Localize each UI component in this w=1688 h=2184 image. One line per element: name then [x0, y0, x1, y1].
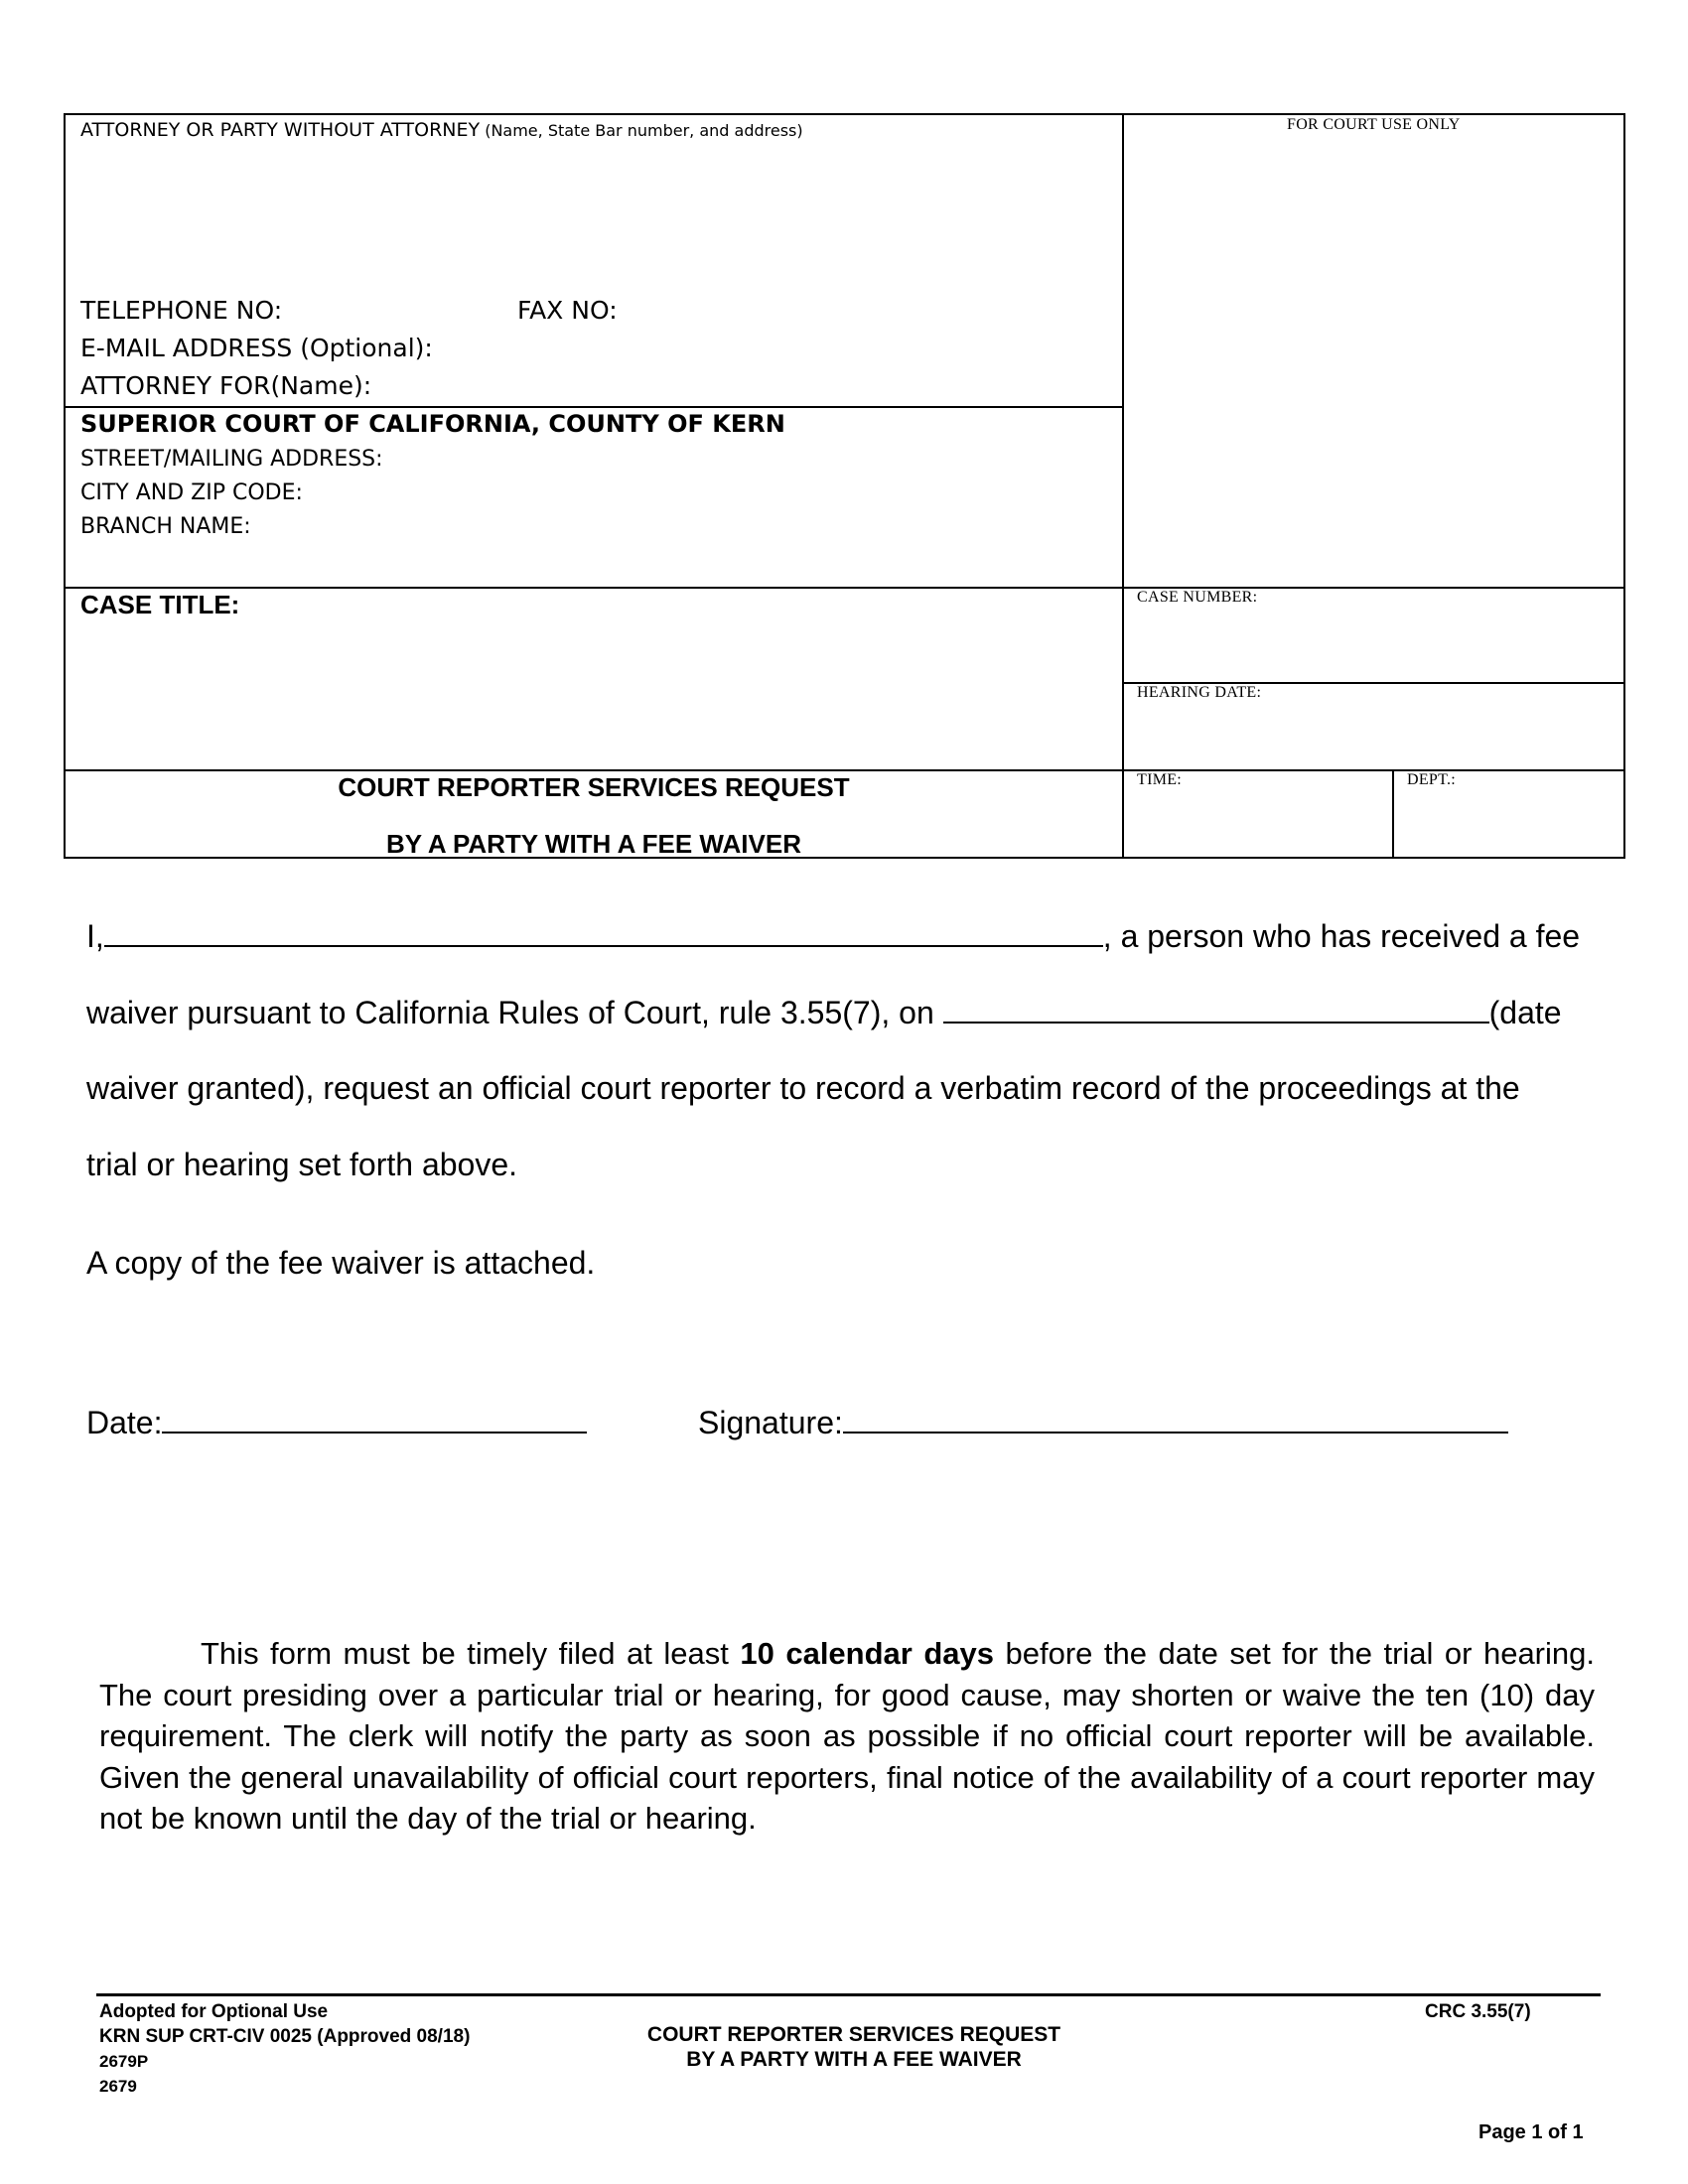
caption-left-border — [64, 113, 66, 859]
notice-part1: This form must be timely filed at least — [201, 1636, 741, 1671]
date-row — [86, 1404, 587, 1441]
line1-prefix: I, — [86, 918, 104, 954]
statement-line-2 — [86, 994, 1562, 1031]
time-label: TIME: — [1137, 771, 1183, 788]
notice-bold: 10 calendar days — [740, 1636, 995, 1671]
city-label: CITY AND ZIP CODE: — [80, 480, 303, 505]
attorney-court-divider — [64, 406, 1124, 408]
attorney-for-label: ATTORNEY FOR(Name): — [80, 371, 372, 400]
dept-label: DEPT.: — [1407, 771, 1457, 788]
branch-label: BRANCH NAME: — [80, 514, 251, 539]
form-title-line2: BY A PARTY WITH A FEE WAIVER — [386, 829, 801, 859]
line2-suffix: (date — [1488, 995, 1562, 1030]
court-case-divider — [64, 587, 1625, 589]
hearing-date-label: HEARING DATE: — [1137, 684, 1262, 701]
case-title-label: CASE TITLE: — [80, 590, 240, 619]
signature-row — [698, 1404, 1508, 1441]
time-dept-divider — [1392, 769, 1394, 859]
footer-code2: 2679 — [99, 2077, 137, 2096]
line2-prefix: waiver pursuant to California Rules of Court, rule 3.55(7), on — [86, 995, 934, 1030]
signature-field[interactable] — [843, 1404, 1508, 1433]
form-title-line1: COURT REPORTER SERVICES REQUEST — [338, 772, 850, 802]
footer-adopted: Adopted for Optional Use — [99, 2001, 329, 2022]
footer-title-line1: COURT REPORTER SERVICES REQUEST — [646, 2023, 1061, 2046]
footer-form-number: KRN SUP CRT-CIV 0025 (Approved 08/18) — [99, 2026, 471, 2047]
caption-center-divider — [1122, 113, 1124, 859]
attorney-label-row — [80, 119, 803, 141]
statement-line-4: trial or hearing set forth above. — [86, 1147, 518, 1182]
caption-top-border — [64, 113, 1625, 115]
statement-line-3: waiver granted), request an official court reporter to record a verbatim record of the proceedings at the — [86, 1070, 1520, 1106]
court-name: SUPERIOR COURT OF CALIFORNIA, COUNTY OF KERN — [80, 410, 785, 438]
case-number-label: CASE NUMBER: — [1137, 589, 1258, 606]
date-label: Date: — [86, 1405, 163, 1440]
fax-label: FAX NO: — [517, 296, 618, 325]
court-use-label: FOR COURT USE ONLY — [1287, 116, 1461, 133]
footer-code1: 2679P — [99, 2052, 149, 2071]
page-number: Page 1 of 1 — [1478, 2121, 1584, 2143]
filing-notice — [99, 1633, 1595, 1840]
statement-line-1 — [86, 917, 1580, 955]
waiver-date-field[interactable] — [943, 994, 1489, 1024]
attorney-sublabel: (Name, State Bar number, and address) — [485, 121, 803, 140]
attorney-label: ATTORNEY OR PARTY WITHOUT ATTORNEY — [80, 119, 481, 141]
footer-rule — [96, 1993, 1601, 1996]
date-field[interactable] — [162, 1404, 587, 1433]
signature-label: Signature: — [698, 1405, 843, 1440]
email-label: E-MAIL ADDRESS (Optional): — [80, 334, 433, 362]
line1-suffix: , a person who has received a fee — [1102, 918, 1581, 954]
telephone-label: TELEPHONE NO: — [80, 296, 283, 325]
caption-right-border — [1623, 113, 1625, 859]
street-label: STREET/MAILING ADDRESS: — [80, 447, 383, 472]
notice-part2: before the date set for the trial or hearing. The court presiding over a particular trial or hearing, for good cause, may shorten or waive the ten (10) day requirement. The clerk will notify the party as soon as possible if no official court reporter will be available. Given the general unavailability of official court reporters, final notice of the availability of a court reporter may not be known until the day of the trial or hearing. — [99, 1636, 1595, 1836]
footer-rule-reference: CRC 3.55(7) — [1425, 2001, 1531, 2022]
copy-attached-text: A copy of the fee waiver is attached. — [86, 1245, 596, 1281]
footer-title-line2: BY A PARTY WITH A FEE WAIVER — [686, 2048, 1022, 2071]
requester-name-field[interactable] — [104, 917, 1103, 947]
